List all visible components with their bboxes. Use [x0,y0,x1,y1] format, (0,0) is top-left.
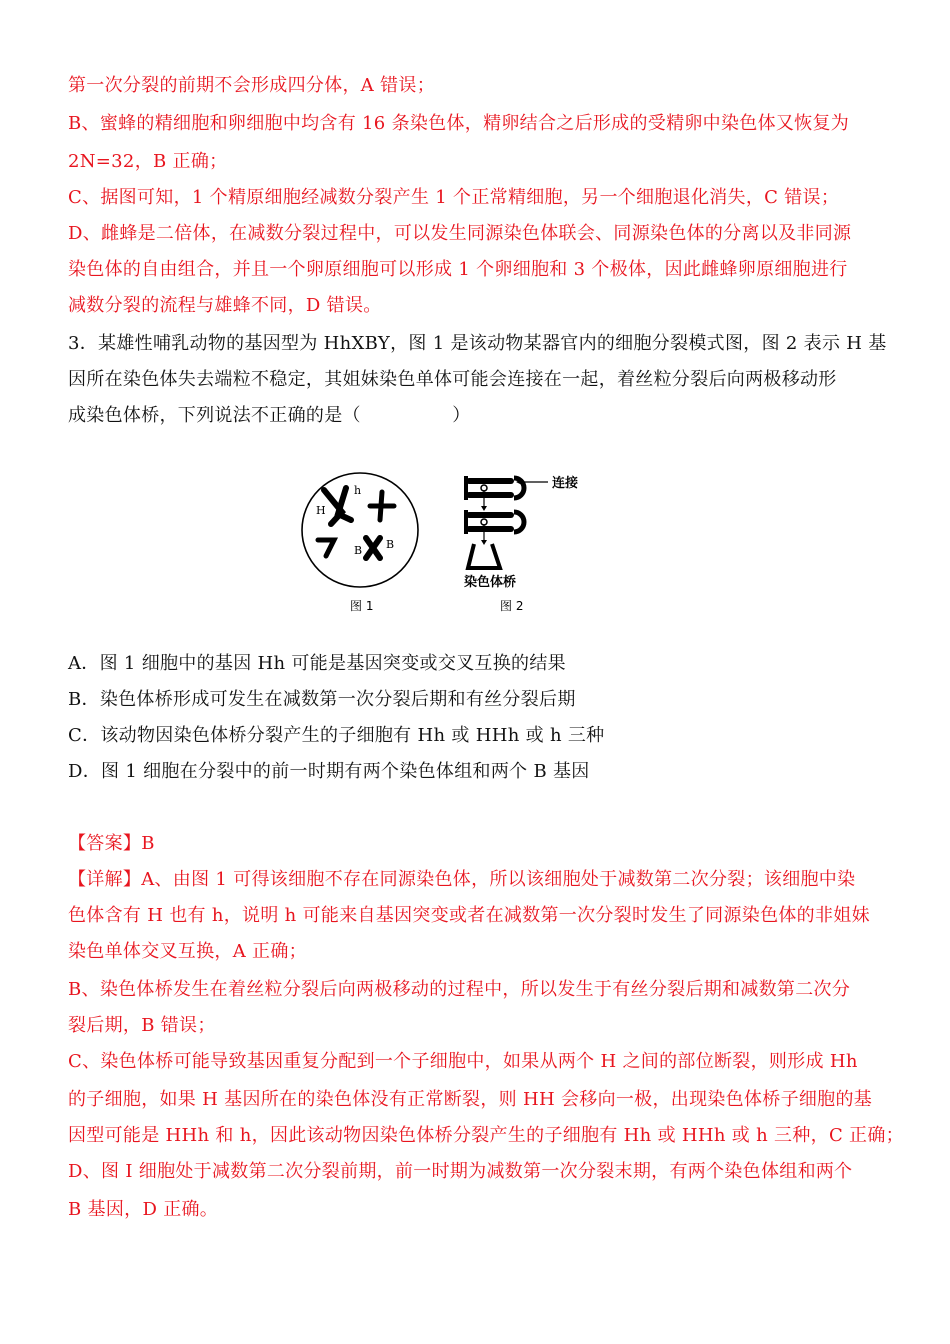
prev-explanation-line-4: C、据图可知，1 个精原细胞经减数分裂产生 1 个正常精细胞，另一个细胞退化消失，C 错误； [68,187,840,208]
explanation-line-10: B 基因，D 正确。 [68,1199,219,1220]
explanation-line-3: 染色单体交叉互换，A 正确； [68,941,307,962]
explanation-line-4: B、染色体桥发生在着丝粒分裂后向两极移动的过程中，所以发生于有丝分裂后期和减数第二次分 [68,979,851,1000]
prev-explanation-line-2: B、蜜蜂的精细胞和卵细胞中均含有 16 条染色体，精卵结合之后形成的受精卵中染色体又恢复为 [68,113,850,134]
answer-label: 【答案】B [68,833,155,854]
option-c: C．该动物因染色体桥分裂产生的子细胞有 Hh 或 HHh 或 h 三种 [68,725,605,746]
explanation-line-8: 因型可能是 HHh 和 h，因此该动物因染色体桥分裂产生的子细胞有 Hh 或 HHh 或 h 三种，C 正确； [68,1125,904,1146]
chromosome-seven [318,540,334,556]
prev-explanation-line-1: 第一次分裂的前期不会形成四分体，A 错误； [68,75,436,96]
prev-explanation-line-7: 减数分裂的流程与雄蜂不同，D 错误。 [68,295,382,316]
chromosome-plus [370,492,394,520]
fig1-label-H: H [316,504,326,517]
explanation-line-2: 色体含有 H 也有 h，说明 h 可能来自基因突变或者在减数第一次分裂时发生了同源染色体的非姐妹 [68,905,870,926]
figure-1-cell [302,473,418,613]
fig2-label-connect: 连接 [552,476,579,491]
fig1-label-B2: B [386,538,395,551]
option-b: B．染色体桥形成可发生在减数第一次分裂后期和有丝分裂后期 [68,689,576,710]
explanation-line-5: 裂后期，B 错误； [68,1015,216,1036]
chromosome-Hh [324,488,351,524]
fig1-label-h: h [354,484,362,497]
explanation-line-9: D、图 I 细胞处于减数第二次分裂前期，前一时期为减数第一次分裂末期，有两个染色体组和两个 [68,1161,853,1182]
explanation-line-1: 【详解】A、由图 1 可得该细胞不存在同源染色体，所以该细胞处于减数第二次分裂；该细胞中染 [68,869,856,890]
figure-2-bridge [464,475,578,613]
option-a: A．图 1 细胞中的基因 Hh 可能是基因突变或交叉互换的结果 [68,653,566,674]
option-d: D．图 1 细胞在分裂中的前一时期有两个染色体组和两个 B 基因 [68,761,590,782]
fig2-label-bridge: 染色体桥 [464,575,517,590]
prev-explanation-line-6: 染色体的自由组合，并且一个卵原细胞可以形成 1 个卵细胞和 3 个极体，因此雌蜂卵原细胞进行 [68,259,848,280]
chromosome-BB [366,538,380,558]
fig1-label-B1: B [354,544,363,557]
prev-explanation-line-3: 2N=32，B 正确； [68,151,228,172]
question-line-3: 成染色体桥，下列说法不正确的是（ ） [68,405,471,426]
fig2-caption: 图 2 [500,599,524,613]
question-line-2: 因所在染色体失去端粒不稳定，其姐妹染色单体可能会连接在一起，着丝粒分裂后向两极移动形 [68,369,837,390]
fig1-caption: 图 1 [350,599,374,613]
prev-explanation-line-5: D、雌蜂是二倍体，在减数分裂过程中，可以发生同源染色体联会、同源染色体的分离以及非同源 [68,223,852,244]
question-figure [296,468,596,616]
explanation-line-7: 的子细胞，如果 H 基因所在的染色体没有正常断裂，则 HH 会移向一极，出现染色体桥子细胞的基 [68,1089,873,1110]
question-line-1: 3．某雄性哺乳动物的基因型为 HhXBY，图 1 是该动物某器官内的细胞分裂模式图，图 2 表示 H 基 [68,333,887,354]
explanation-line-6: C、染色体桥可能导致基因重复分配到一个子细胞中，如果从两个 H 之间的部位断裂，则形成 Hh [68,1051,858,1072]
